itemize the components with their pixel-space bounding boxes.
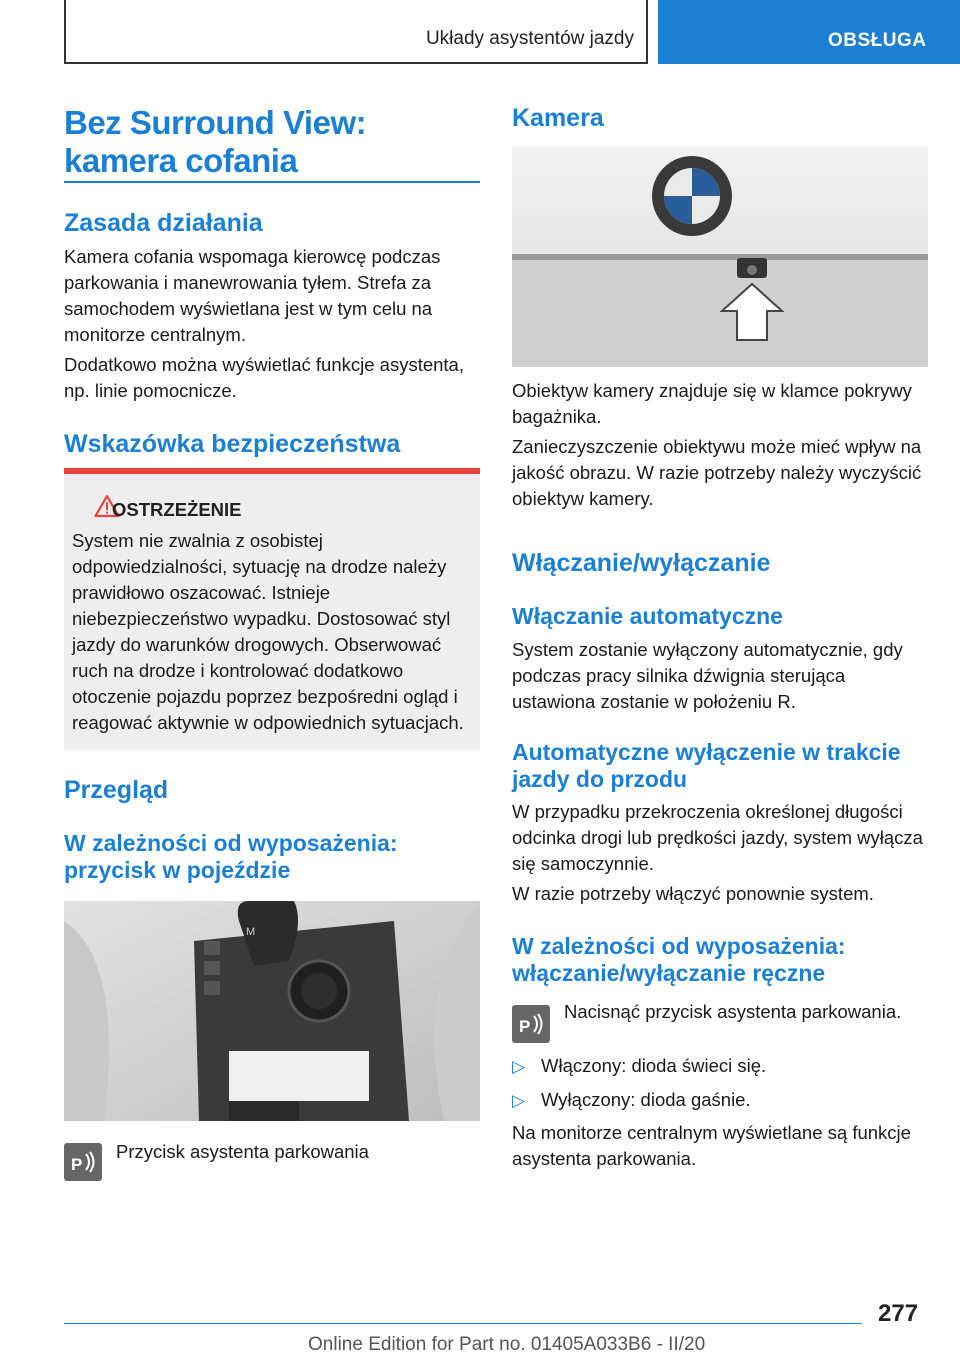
console-illustration	[64, 901, 480, 1121]
warning-box	[64, 468, 480, 750]
equipment-heading: W zależności od wyposażenia: przycisk w pojeździe	[64, 830, 398, 883]
console-photo	[64, 901, 480, 1121]
camera-photo	[512, 146, 928, 367]
warning-text: System nie zwalnia z osobistej odpowiedzialności, sytuację na drodze należy prawidłowo oszacować. Istnieje niebezpieczeństwo wypadku. Dostosować styl jazdy do warunków drogowych. Obserwować ruch na drodze i kontrolować dodatkowo otoczenie pojazdu poprzez bezpośredni ogląd i reagować aktywnie w odpowiednich sytuacjach.	[72, 530, 464, 733]
header-tab-label: OBSŁUGA	[828, 30, 927, 51]
auto-off-heading: Automatyczne wyłączenie w trakcie jazdy do przodu	[512, 739, 901, 792]
principle-heading: Zasada działania	[64, 209, 263, 237]
bullet-item-on: Włączony: dioda świeci się.	[541, 1055, 767, 1076]
safety-heading: Wskazówka bezpieczeństwa	[64, 430, 401, 458]
page-title: Bez Surround View: kamera cofania	[64, 104, 367, 179]
edition-line: Online Edition for Part no. 01405A033B6 - II/20	[308, 1334, 706, 1355]
title-rule	[64, 181, 480, 183]
header-section-title: Układy asystentów jazdy	[425, 28, 634, 49]
auto-off-paragraph-1: W przypadku przekroczenia określonej długości odcinka drogi lub prędkości jazdy, system wyłącza się samoczynnie.	[512, 801, 923, 874]
manual-heading: W zależności od wyposażenia: włączanie/wyłączanie ręczne	[512, 933, 846, 986]
onoff-heading: Włączanie/wyłączanie	[512, 549, 771, 577]
header-tab[interactable]	[658, 0, 960, 64]
auto-off-paragraph-2: W razie potrzeby włączyć ponownie system.	[512, 883, 874, 904]
page-number: 277	[878, 1300, 919, 1327]
auto-on-paragraph: System zostanie wyłączony automatycznie, gdy podczas pracy silnika dźwignia sterująca ustawiona zostanie w położeniu R.	[512, 639, 903, 712]
svg-text:M: M	[246, 926, 256, 938]
camera-heading: Kamera	[512, 104, 604, 132]
footer-rule	[64, 1323, 862, 1324]
svg-text:P: P	[519, 1017, 531, 1036]
bullet-triangle-icon: ▷	[512, 1057, 526, 1076]
header-section-box	[64, 0, 648, 64]
manual-paragraph: Nacisnąć przycisk asystenta parkowania.	[564, 1001, 902, 1022]
principle-paragraph-1: Kamera cofania wspomaga kierowcę podczas parkowania i manewrowania tyłem. Strefa za samochodem wyświetlana jest w tym celu na monitorze centralnym.	[64, 246, 441, 345]
parking-assist-button-icon	[64, 1143, 102, 1181]
svg-text:P: P	[71, 1155, 83, 1174]
camera-paragraph-1: Obiektyw kamery znajduje się w klamce pokrywy bagażnika.	[512, 380, 912, 427]
warning-bar	[64, 468, 480, 474]
camera-paragraph-2: Zanieczyszczenie obiektywu może mieć wpływ na jakość obrazu. W razie potrzeby należy wyczyścić obiektyw kamery.	[512, 436, 922, 509]
bullet-item-off: Wyłączony: dioda gaśnie.	[541, 1089, 751, 1110]
bullet-triangle-icon: ▷	[512, 1091, 526, 1110]
parking-assist-button-icon	[512, 1005, 550, 1043]
overview-heading: Przegląd	[64, 776, 169, 804]
auto-on-heading: Włączanie automatyczne	[512, 603, 783, 629]
principle-paragraph-2: Dodatkowo można wyświetlać funkcje asystenta, np. linie pomocnicze.	[64, 354, 464, 401]
monitor-paragraph: Na monitorze centralnym wyświetlane są funkcje asystenta parkowania.	[512, 1122, 911, 1169]
camera-illustration	[512, 146, 928, 367]
button-caption: Przycisk asystenta parkowania	[116, 1141, 369, 1162]
warning-title: OSTRZEŻENIE	[112, 499, 242, 520]
